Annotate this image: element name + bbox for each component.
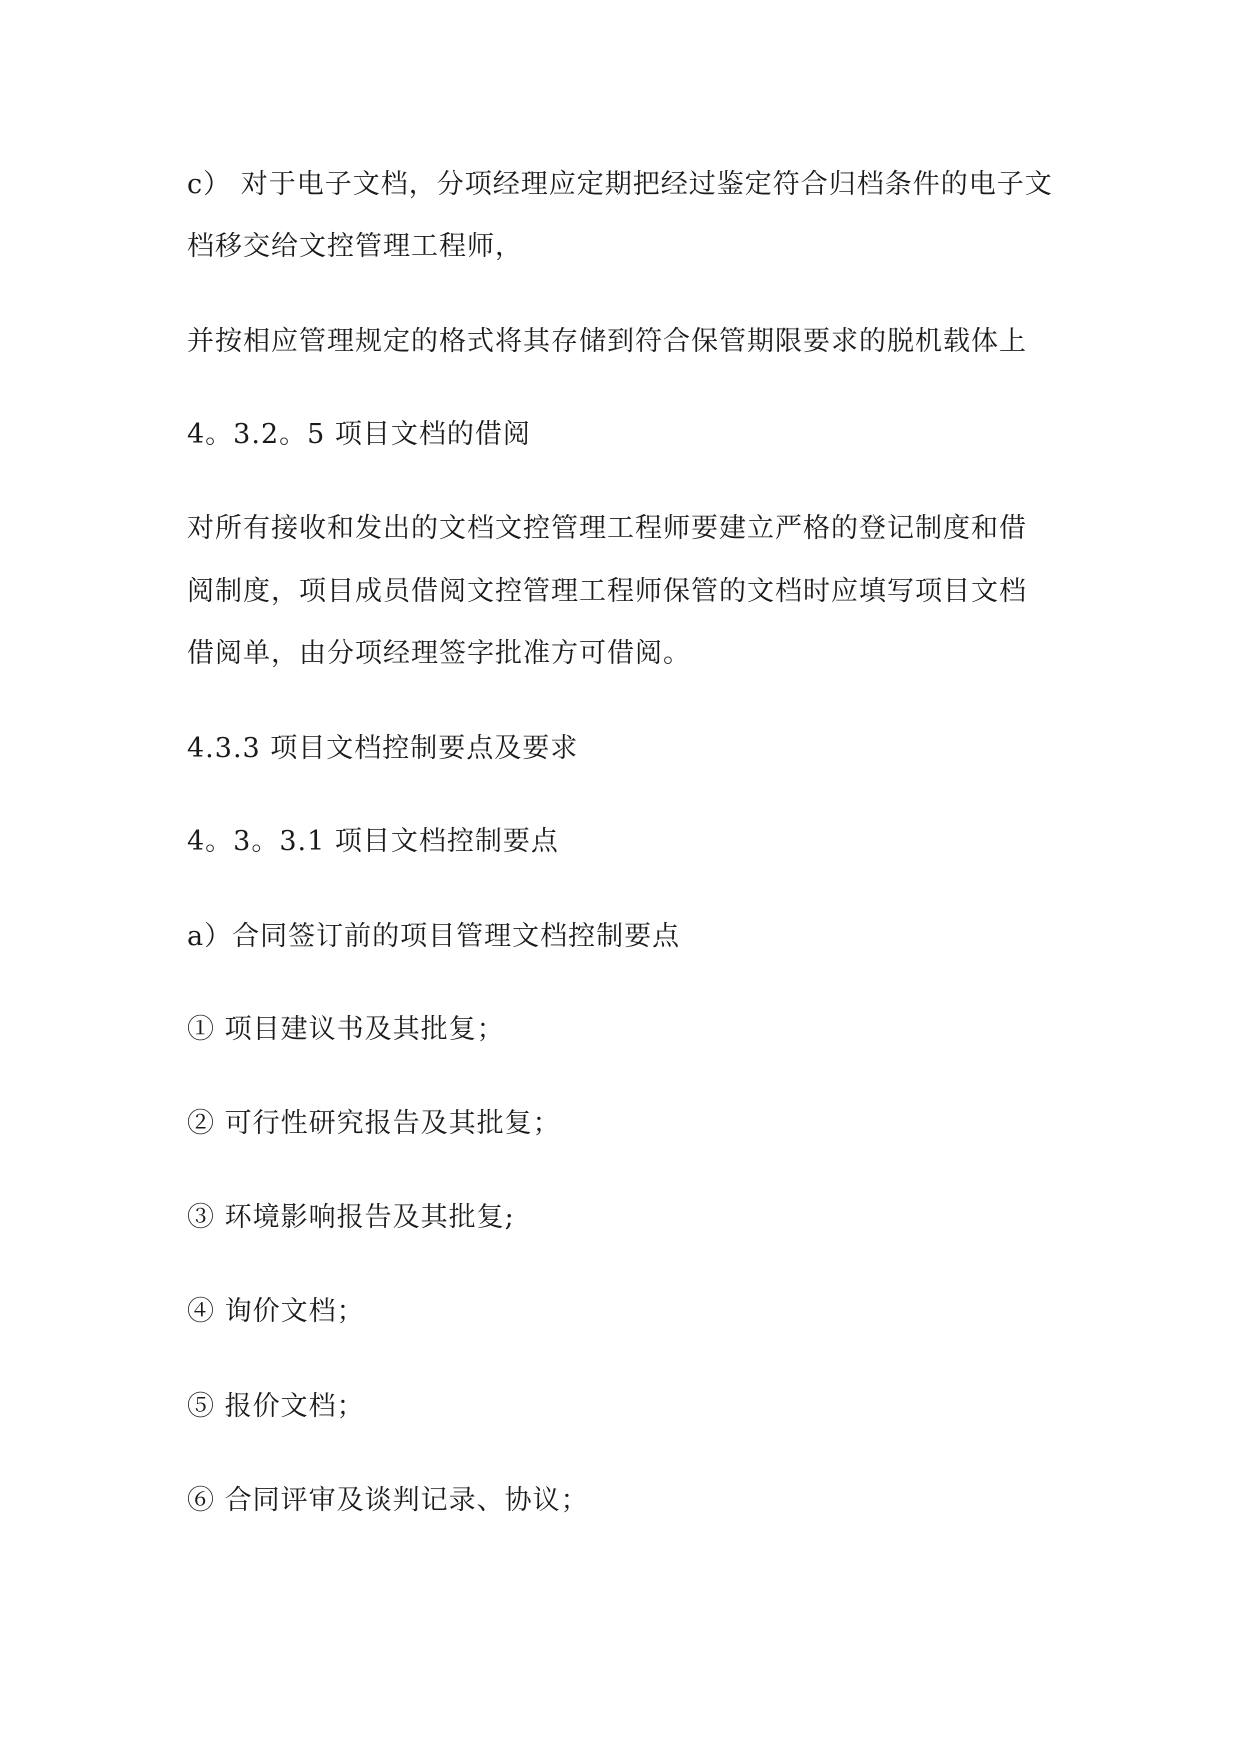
paragraph-borrowing-line-1: 对所有接收和发出的文档文控管理工程师要建立严格的登记制度和借 [187, 513, 1027, 544]
list-item-5: ⑤ 报价文档； [187, 1391, 365, 1422]
section-heading-4-3-3-1: 4。3。3.1 项目文档控制要点 [187, 826, 559, 857]
section-heading-4-3-2-5: 4。3.2。5 项目文档的借阅 [187, 419, 531, 450]
paragraph-storage-line: 并按相应管理规定的格式将其存储到符合保管期限要求的脱机载体上 [187, 326, 1027, 357]
paragraph-electronic-docs-line-1: c） 对于电子文档，分项经理应定期把经过鉴定符合归档条件的电子文 [187, 169, 1053, 200]
list-item-4: ④ 询价文档； [187, 1296, 365, 1327]
list-item-6: ⑥ 合同评审及谈判记录、协议； [187, 1485, 589, 1516]
paragraph-borrowing-line-3: 借阅单，由分项经理签字批准方可借阅。 [187, 638, 691, 669]
section-heading-4-3-3: 4.3.3 项目文档控制要点及要求 [187, 733, 579, 764]
list-heading-a: a）合同签订前的项目管理文档控制要点 [187, 921, 681, 952]
list-item-2: ② 可行性研究报告及其批复； [187, 1108, 561, 1139]
list-item-3: ③ 环境影响报告及其批复; [187, 1202, 515, 1233]
list-item-1: ① 项目建议书及其批复； [187, 1014, 505, 1045]
paragraph-borrowing-line-2: 阅制度，项目成员借阅文控管理工程师保管的文档时应填写项目文档 [187, 576, 1027, 607]
paragraph-electronic-docs-line-2: 档移交给文控管理工程师， [187, 231, 523, 262]
